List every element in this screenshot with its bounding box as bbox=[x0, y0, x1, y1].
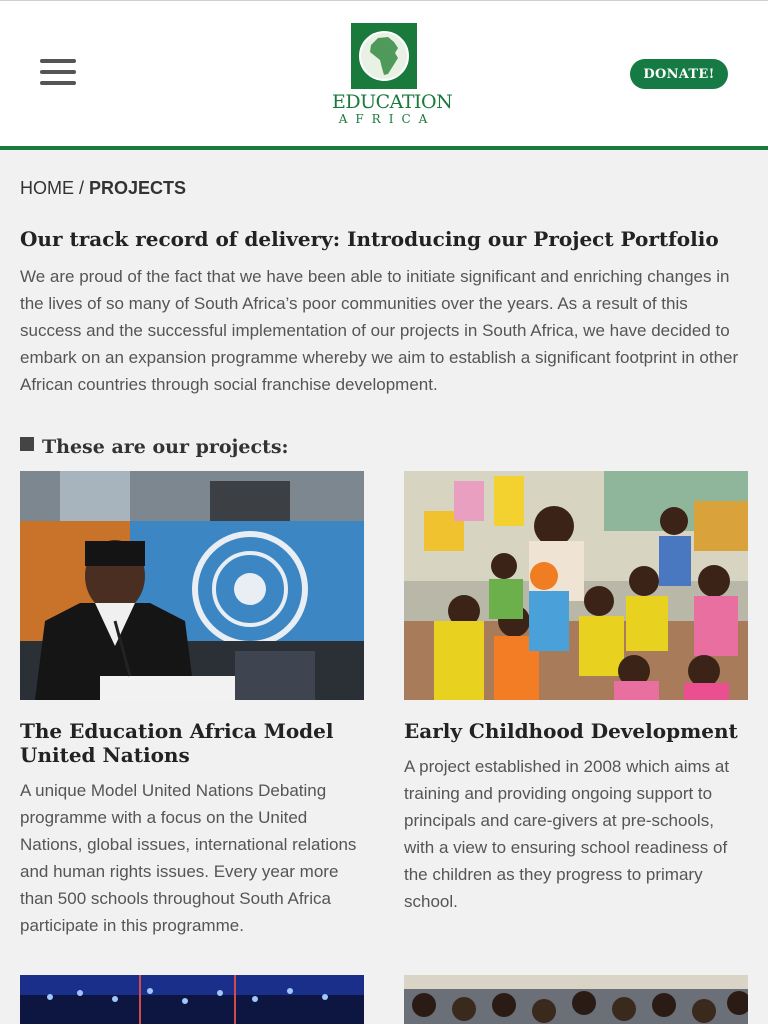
education-africa-logo[interactable] bbox=[332, 23, 453, 131]
breadcrumb-home-link[interactable]: HOME bbox=[20, 178, 74, 198]
breadcrumb bbox=[20, 178, 186, 199]
early-childhood-image[interactable] bbox=[404, 471, 748, 700]
donate-button[interactable]: DONATE! bbox=[630, 59, 728, 89]
project-title-model-un[interactable]: The Education Africa Model United Nations bbox=[20, 719, 334, 767]
projects-heading-text: These are our projects: bbox=[42, 436, 289, 458]
intro-paragraph: We are proud of the fact that we have been able to initiate significant and enriching changes in the lives of so many of South Africa’s poor communities over the years. As a result of this success and the successful implementation of our projects in South Africa, we have decided to embark on an expansion programme whereby we aim to establish a significant footprint in other African countries through social franchise development. bbox=[20, 267, 739, 394]
africa-map-icon bbox=[351, 23, 417, 89]
project-image-3[interactable] bbox=[20, 975, 364, 1024]
projects-heading bbox=[20, 436, 289, 458]
model-un-image[interactable] bbox=[20, 471, 364, 700]
project-image-4[interactable] bbox=[404, 975, 748, 1024]
page-title: Our track record of delivery: Introducing our Project Portfolio bbox=[20, 227, 719, 251]
logo-title: EDUCATION bbox=[332, 91, 453, 113]
breadcrumb-separator: / bbox=[74, 178, 90, 198]
project-description-model-un: A unique Model United Nations Debating programme with a focus on the United Nations, global issues, international relations and human rights issues. Every year more than 500 schools throughout South Africa participate in this programme. bbox=[20, 781, 357, 935]
site-header bbox=[0, 0, 768, 150]
project-description-ecd: A project established in 2008 which aims at training and providing ongoing support to principals and care-givers at pre-schools, with a view to ensuring school readiness of the children as they progress to primary school. bbox=[404, 757, 730, 911]
project-title-ecd[interactable]: Early Childhood Development bbox=[404, 719, 738, 743]
hamburger-menu-icon[interactable] bbox=[40, 59, 76, 87]
logo-subtitle: AFRICA bbox=[338, 112, 436, 126]
breadcrumb-current: PROJECTS bbox=[89, 178, 187, 198]
square-bullet-icon bbox=[20, 437, 34, 451]
